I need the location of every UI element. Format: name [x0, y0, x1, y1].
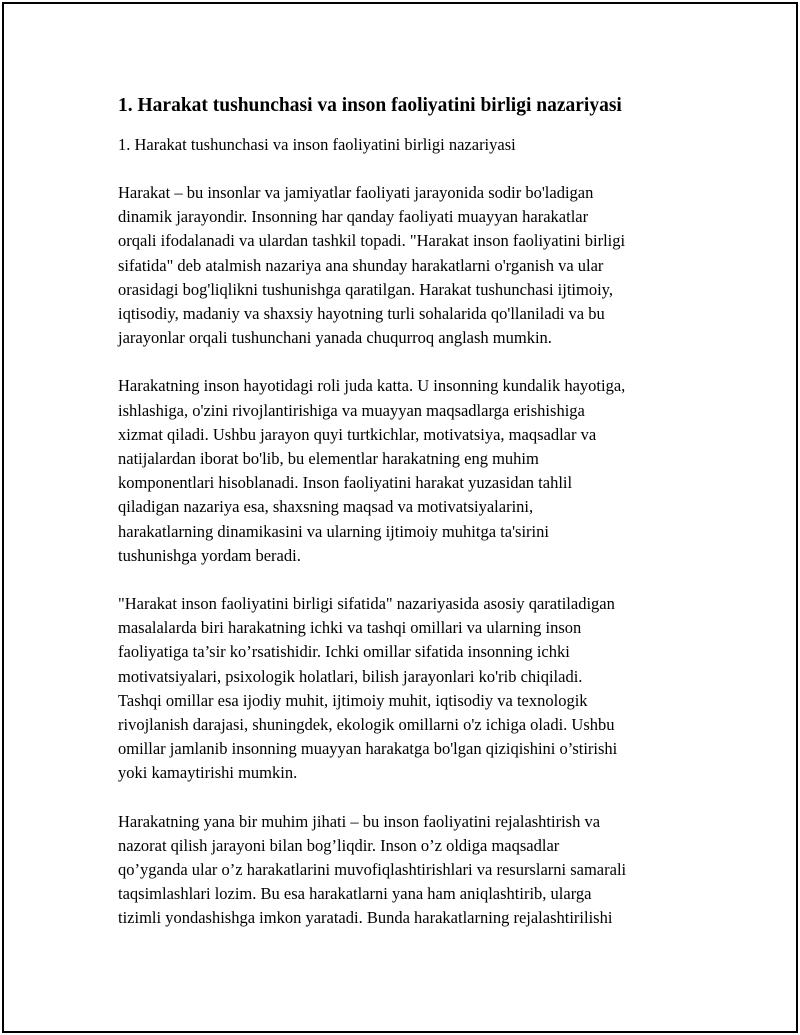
paragraph	[118, 592, 688, 786]
paragraph	[118, 374, 688, 568]
paragraph-line: tizimli yondashishga imkon yaratadi. Bunda harakatlarning rejalashtirilishi	[118, 908, 613, 928]
paragraph-line: Harakat – bu insonlar va jamiyatlar faoliyati jarayonida sodir bo'ladigan	[118, 183, 594, 202]
paragraph-line: taqsimlashlari lozim. Bu esa harakatlarni yana ham aniqlashtirib, ularga	[118, 884, 592, 904]
paragraph	[118, 181, 688, 350]
paragraph-line: masalalarda biri harakatning ichki va tashqi omillari va ularning inson	[118, 618, 582, 638]
paragraph-line: tushunishga yordam beradi.	[118, 545, 301, 565]
paragraph-line: komponentlari hisoblanadi. Inson faoliyatini harakat yuzasidan tahlil	[118, 473, 573, 493]
paragraph-line: "Harakat inson faoliyatini birligi sifatida" nazariyasida asosiy qaratiladigan	[118, 594, 615, 614]
paragraph-line: Harakatning inson hayotidagi roli juda katta. U insonning kundalik hayotiga,	[118, 376, 626, 396]
paragraph-line: qo’yganda ular o’z harakatlarini muvofiqlashtirishlari va resurslarni samarali	[118, 860, 627, 880]
paragraph-line: xizmat qiladi. Ushbu jarayon quyi turtkichlar, motivatsiya, maqsadlar va	[118, 424, 597, 444]
paragraph-line: dinamik jarayondir. Insonning har qanday faoliyati muayyan harakatlar	[118, 207, 589, 227]
paragraph-line: yoki kamaytirishi mumkin.	[118, 763, 298, 783]
paragraph-line: harakatlarning dinamikasini va ularning ijtimoiy muhitga ta'sirini	[118, 521, 549, 541]
paragraph-line: faoliyatiga ta’sir ko’rsatishidir. Ichki omillar sifatida insonning ichki	[118, 642, 570, 662]
paragraph-line: jarayonlar orqali tushunchani yanada chuqurroq anglash mumkin.	[118, 328, 552, 348]
document-body	[118, 92, 688, 931]
paragraph-line: sifatida" deb atalmish nazariya ana shunday harakatlarni o'rganish va ular	[118, 255, 604, 275]
paragraph-line: Harakatning yana bir muhim jihati – bu inson faoliyatini rejalashtirish va	[118, 811, 601, 831]
paragraph	[118, 810, 688, 931]
paragraph-line: motivatsiyalari, psixologik holatlari, bilish jarayonlari ko'rib chiqiladi.	[118, 666, 583, 686]
document-subtitle: 1. Harakat tushunchasi va inson faoliyatini birligi nazariyasi	[118, 135, 516, 154]
paragraph-line: nazorat qilish jarayoni bilan bog’liqdir. Inson o’z oldiga maqsadlar	[118, 835, 560, 855]
paragraph-line: qiladigan nazariya esa, shaxsning maqsad va motivatsiyalarini,	[118, 497, 534, 517]
paragraph-line: orasidagi bog'liqlikni tushunishga qaratilgan. Harakat tushunchasi ijtimoiy,	[118, 279, 613, 299]
paragraph-line: natijalardan iborat bo'lib, bu elementlar harakatning eng muhim	[118, 449, 539, 469]
paragraph-list	[118, 181, 688, 931]
paragraph-line: rivojlanish darajasi, shuningdek, ekologik omillarni o'z ichiga oladi. Ushbu	[118, 715, 615, 735]
document-title: 1. Harakat tushunchasi va inson faoliyatini birligi nazariyasi	[118, 95, 622, 116]
paragraph-line: Tashqi omillar esa ijodiy muhit, ijtimoiy muhit, iqtisodiy va texnologik	[118, 690, 588, 710]
paragraph-line: orqali ifodalanadi va ulardan tashkil topadi. "Harakat inson faoliyatini birligi	[118, 231, 626, 251]
paragraph-line: iqtisodiy, madaniy va shaxsiy hayotning turli sohalarida qo'llaniladi va bu	[118, 304, 605, 324]
paragraph-line: omillar jamlanib insonning muayyan harakatga bo'lgan qiziqishini o’stirishi	[118, 739, 618, 759]
paragraph-line: ishlashiga, o'zini rivojlantirishiga va muayyan maqsadlarga erishishiga	[118, 400, 585, 420]
